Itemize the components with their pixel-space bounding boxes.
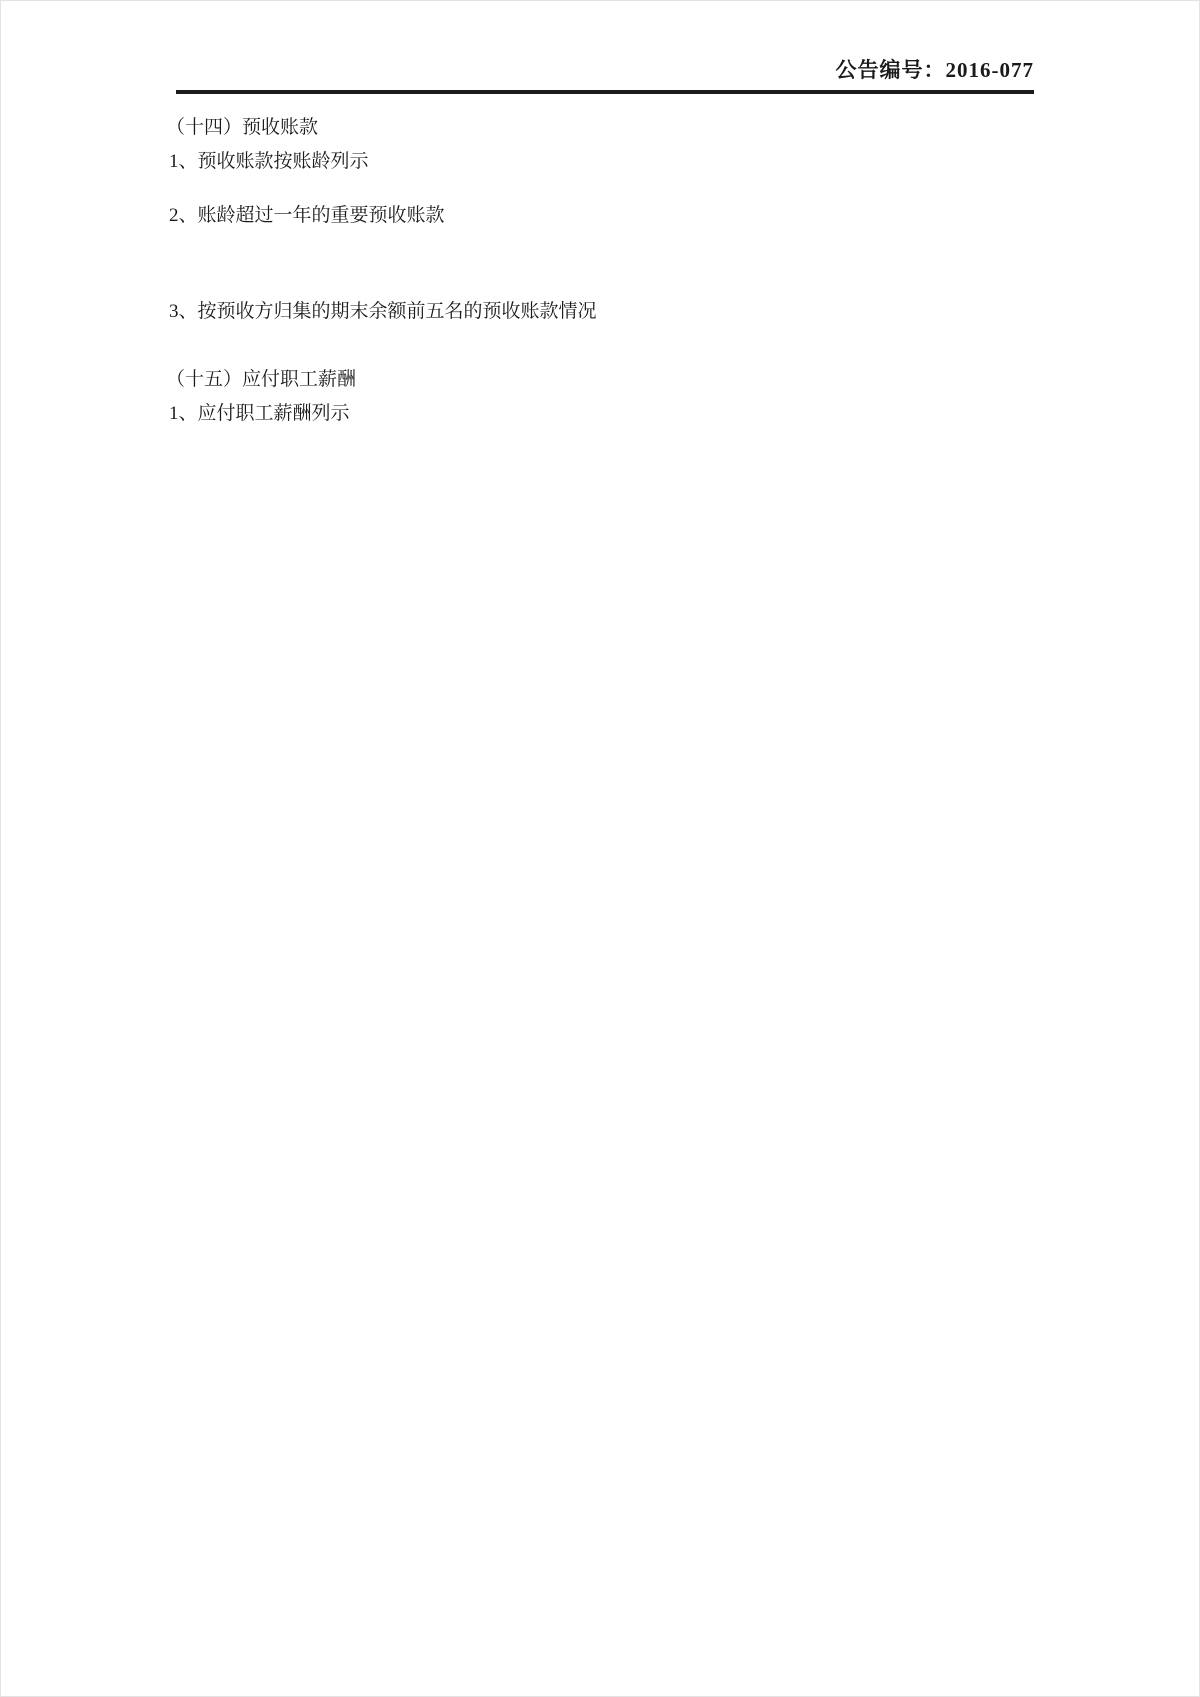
section-14-sub2-title: 2、账龄超过一年的重要预收账款 bbox=[169, 205, 445, 226]
section-14-sub1-title: 1、预收账款按账龄列示 bbox=[169, 151, 369, 172]
section-14-title: （十四）预收账款 bbox=[166, 117, 319, 138]
section-15-title: （十五）应付职工薪酬 bbox=[166, 369, 357, 390]
section-15-sub1-title: 1、应付职工薪酬列示 bbox=[169, 403, 350, 424]
doc-number: 公告编号：2016-077 bbox=[835, 58, 1034, 82]
document-content bbox=[129, 115, 1062, 429]
section-14-sub3-title: 3、按预收方归集的期末余额前五名的预收账款情况 bbox=[169, 301, 597, 322]
header-rule bbox=[176, 90, 1034, 94]
